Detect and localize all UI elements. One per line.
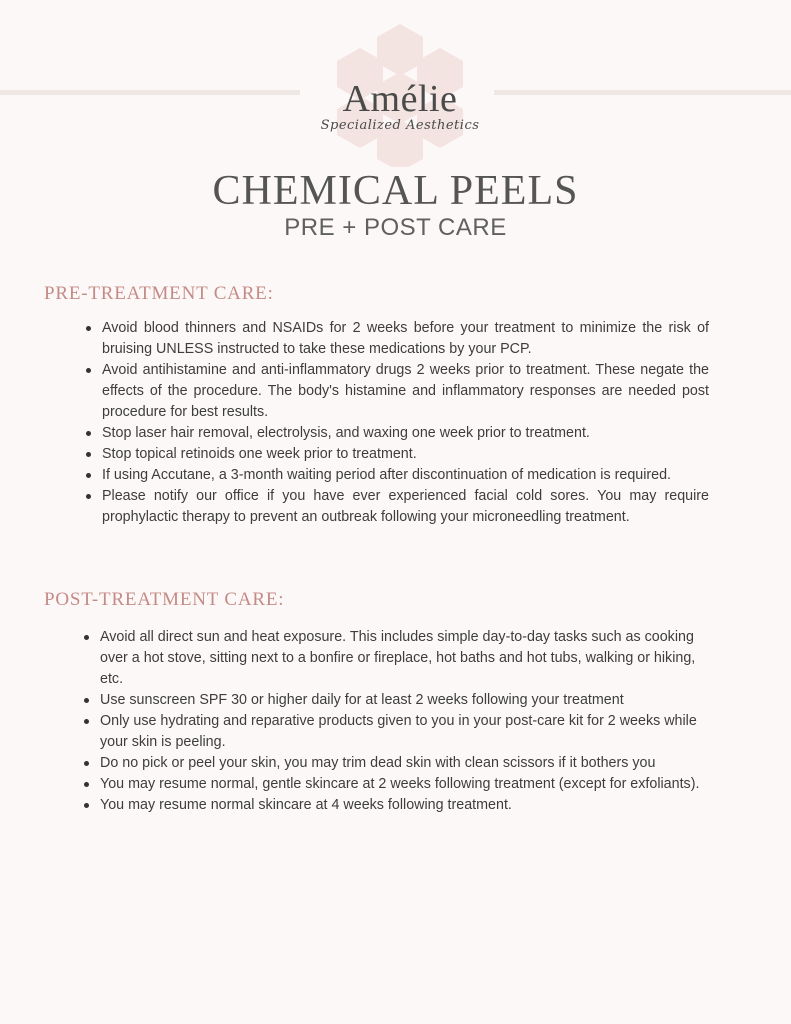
pre-treatment-heading: PRE-TREATMENT CARE: bbox=[44, 283, 274, 304]
list-item: Avoid blood thinners and NSAIDs for 2 weeks before your treatment to minimize the risk of bruising UNLESS instructed to take these medications by your PCP. bbox=[84, 318, 709, 360]
list-item: Only use hydrating and reparative products given to you in your post-care kit for 2 weeks while your skin is peeling. bbox=[82, 711, 722, 753]
header-divider-right bbox=[494, 90, 791, 95]
list-item: Avoid antihistamine and anti-inflammatory drugs 2 weeks prior to treatment. These negate the effects of the procedure. The body's histamine and inflammatory responses are needed post procedure for best results. bbox=[84, 360, 709, 423]
list-item: Do no pick or peel your skin, you may trim dead skin with clean scissors if it bothers you bbox=[82, 753, 722, 774]
list-item: You may resume normal, gentle skincare at 2 weeks following treatment (except for exfoliants). bbox=[82, 774, 722, 795]
pre-treatment-list bbox=[84, 318, 709, 528]
list-item: Avoid all direct sun and heat exposure. This includes simple day-to-day tasks such as cooking over a hot stove, sitting next to a bonfire or fireplace, hot baths and hot tubs, walking or hiking, etc. bbox=[82, 627, 722, 690]
list-item: If using Accutane, a 3-month waiting period after discontinuation of medication is required. bbox=[84, 465, 709, 486]
post-treatment-heading: POST-TREATMENT CARE: bbox=[44, 589, 285, 610]
list-item: You may resume normal skincare at 4 weeks following treatment. bbox=[82, 795, 722, 816]
page-title: CHEMICAL PEELS bbox=[212, 168, 579, 214]
page-subtitle: PRE + POST CARE bbox=[284, 214, 507, 241]
header-divider-left bbox=[0, 90, 300, 95]
list-item: Use sunscreen SPF 30 or higher daily for at least 2 weeks following your treatment bbox=[82, 690, 722, 711]
post-treatment-list bbox=[82, 627, 722, 816]
list-item: Stop laser hair removal, electrolysis, and waxing one week prior to treatment. bbox=[84, 423, 709, 444]
brand-tagline: Specialized Aesthetics bbox=[320, 118, 480, 133]
brand-name: Amélie bbox=[342, 78, 458, 120]
list-item: Please notify our office if you have ever experienced facial cold sores. You may require prophylactic therapy to prevent an outbreak following your microneedling treatment. bbox=[84, 486, 709, 528]
list-item: Stop topical retinoids one week prior to treatment. bbox=[84, 444, 709, 465]
brand-logo bbox=[320, 22, 480, 167]
